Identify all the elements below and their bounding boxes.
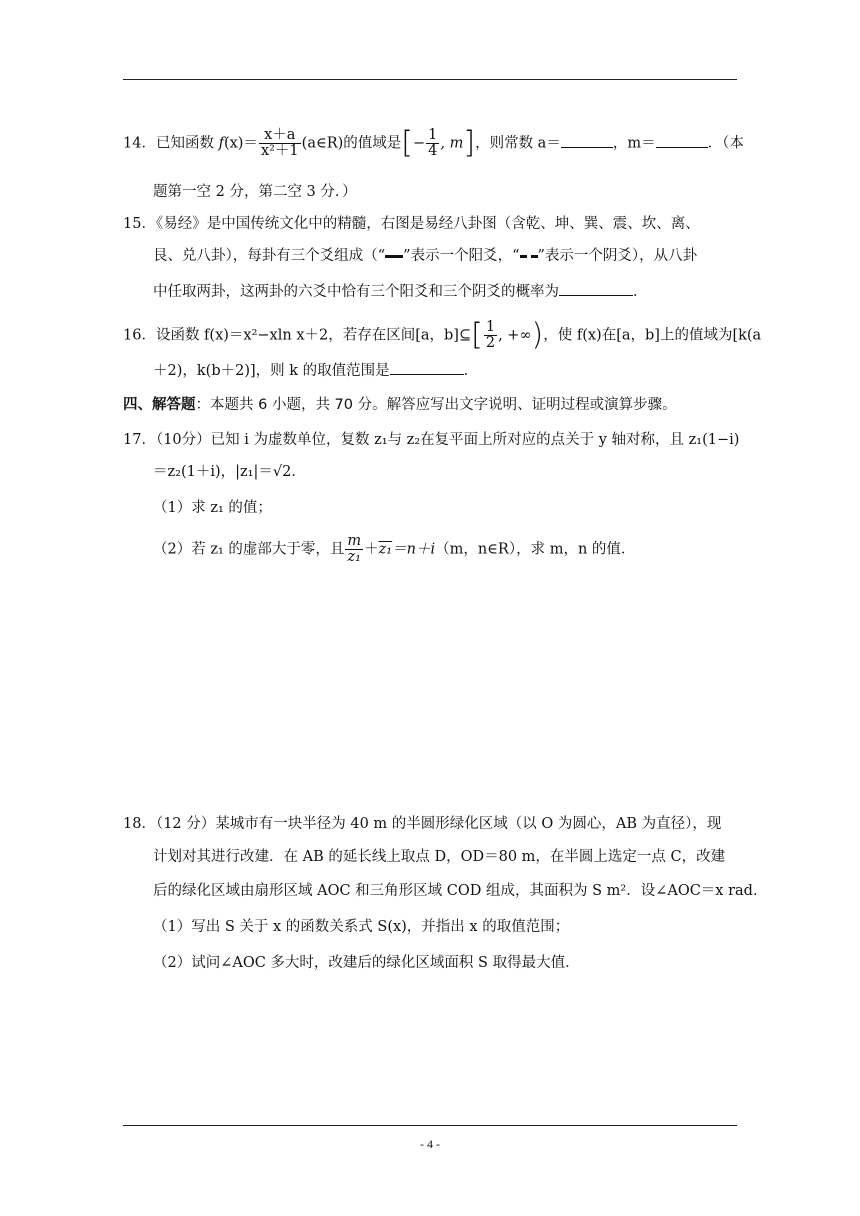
m-over-z1-fraction: $\frac{m}{\text{z₁}}$ xyxy=(347,533,362,565)
q18-line-1: 18．（12 分）某城市有一块半径为 40 m 的半圆形绿化区域（以 O 为圆心，AB 为直径），现 xyxy=(123,816,722,832)
q18-part-1: （1）写出 S 关于 x 的函数关系式 S(x)，并指出 x 的取值范围； xyxy=(153,919,570,935)
q18-line-3: 后的绿化区域由扇形区域 AOC 和三角形区域 COD 组成，其面积为 S m²．设∠AOC＝x rad． xyxy=(153,883,768,899)
q14-line-2: 题第一空 2 分，第二空 3 分．） xyxy=(153,184,357,200)
yang-yao-symbol xyxy=(385,255,403,258)
q15-line-1: 15．《易经》是中国传统文化中的精髓，右图是易经八卦图（含乾、坤、巽、震、坎、离、 xyxy=(123,216,700,232)
yin-yao-symbol xyxy=(520,255,538,258)
answer-blank-m[interactable] xyxy=(656,133,708,148)
q16-line-1: 16．设函数 f(x)＝x²−xln x＋2，若存在区间[a，b]⊆[ $\frac{1}{2}$ , +∞)，使 f(x)在[a，b]上的值域为[k(a xyxy=(123,317,762,353)
answer-blank-probability[interactable] xyxy=(559,281,633,296)
q14-fraction: $\frac{x+a}{\text{x²＋1}}$ xyxy=(260,127,299,159)
q17-part-1: （1）求 z₁ 的值； xyxy=(153,500,272,516)
header-rule xyxy=(123,79,737,80)
q16-line-2: ＋2)，k(b＋2)]，则 k 的取值范围是 ． xyxy=(153,360,478,381)
answer-blank-a[interactable] xyxy=(561,133,613,148)
q18-line-2: 计划对其进行改建．在 AB 的延长线上取点 D，OD＝80 m，在半圆上选定一点 C，改建 xyxy=(153,849,726,865)
q17-line-2: ＝z₂(1＋i)，|z₁|＝√2． xyxy=(153,464,306,480)
section-heading: 四、解答题：本题共 6 小题，共 70 分。解答应写出文字说明、证明过程或演算步骤。 xyxy=(123,397,677,413)
q17-part-2: （2）若 z₁ 的虚部大于零，且 $\frac{m}{\text{z₁}}$ ＋z₁＝n＋i（m，n∈R），求 m，n 的值． xyxy=(153,533,636,565)
q14-number: 14． xyxy=(123,135,156,152)
q15-line-3: 中任取两卦，这两卦的六爻中恰有三个阳爻和三个阴爻的概率为 ． xyxy=(153,281,648,302)
q14-line-1: 14．已知函数 f(x)＝ $\frac{x+a}{\text{x²＋1}}$ (a∈R)的值域是[− $\frac{1}{4}$ , m]，则常数 a＝ ，m＝ ．（本 xyxy=(123,125,744,161)
footer-rule xyxy=(123,1125,737,1126)
q18-part-2: （2）试问∠AOC 多大时，改建后的绿化区域面积 S 取得最大值． xyxy=(153,955,580,971)
page-number: - 4 - xyxy=(420,1137,440,1151)
quarter-fraction: $\frac{1}{4}$ xyxy=(428,127,438,159)
z1-conjugate: z₁ xyxy=(378,541,393,558)
q15-line-2: 艮、兑八卦），每卦有三个爻组成（“ ”表示一个阳爻，“ ”表示一个阴爻），从八卦 xyxy=(153,248,698,264)
half-fraction: $\frac{1}{2}$ xyxy=(485,319,496,351)
q17-line-1: 17．（10分）已知 i 为虚数单位，复数 z₁与 z₂在复平面上所对应的点关于 y 轴对称，且 z₁(1−i) xyxy=(123,432,740,448)
answer-blank-k[interactable] xyxy=(390,360,464,375)
